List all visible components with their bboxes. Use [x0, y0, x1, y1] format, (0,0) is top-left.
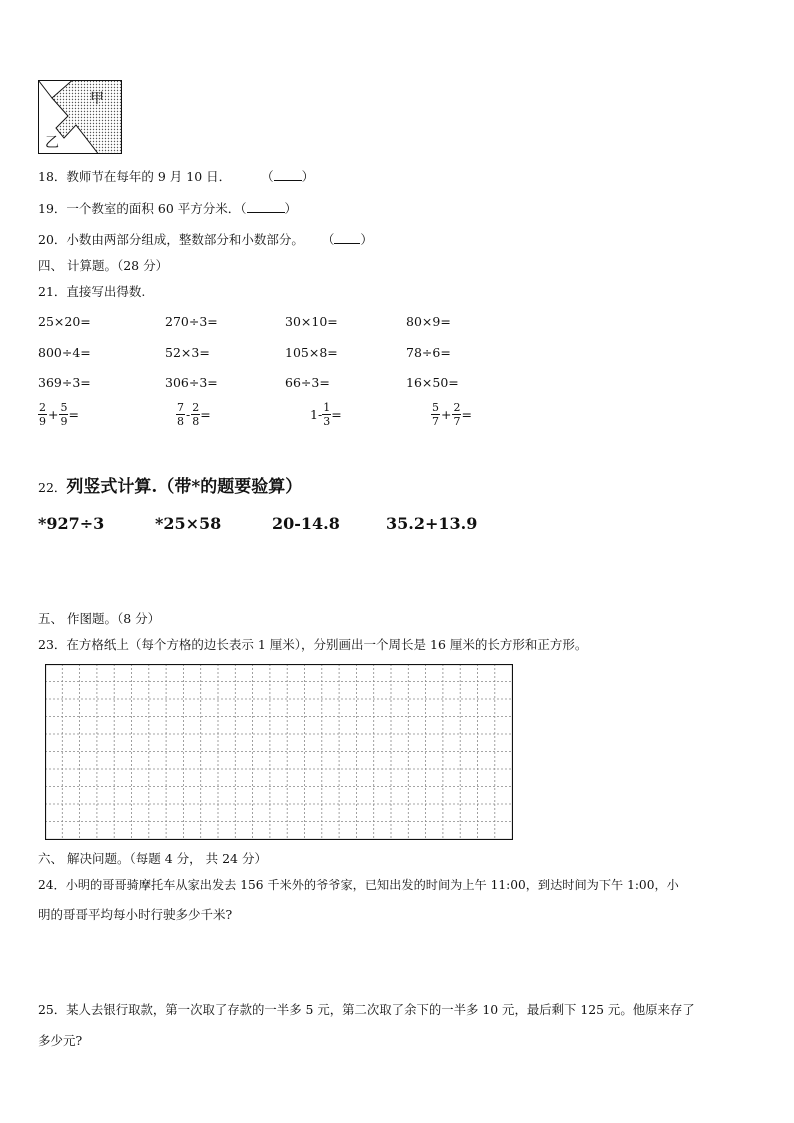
fraction-expr-3: 1- $\frac{1}{3}$ = — [310, 401, 342, 428]
figure-label-jia: 甲 — [90, 91, 104, 107]
grid-paper-svg — [45, 664, 513, 840]
calc-369d3: 369÷3= — [38, 375, 91, 390]
calc-52x3: 52×3= — [165, 345, 210, 360]
paren-close: ） — [301, 169, 315, 184]
fraction: $\frac{1}{3}$ — [323, 401, 331, 428]
paren-open: （ — [321, 232, 335, 247]
grid-paper[interactable] — [45, 664, 513, 840]
section-4-heading: 四、 计算题。（28 分） — [38, 258, 169, 273]
calc-306d3: 306÷3= — [165, 375, 218, 390]
question-21-title: 21．直接写出得数. — [38, 284, 146, 299]
question-25-line-2: 多少元? — [38, 1033, 83, 1048]
question-22-number: 22． — [38, 480, 67, 495]
paren-close: ） — [360, 232, 373, 247]
vertical-calc-1: *927÷3 — [38, 514, 105, 533]
fraction: $\frac{7}{8}$ — [177, 401, 184, 428]
calc-66d3: 66÷3= — [285, 375, 330, 390]
figure-jia-yi — [38, 80, 122, 154]
calc-105x8: 105×8= — [285, 345, 338, 360]
calc-25x20: 25×20= — [38, 314, 91, 329]
answer-blank[interactable] — [247, 200, 285, 213]
vertical-calc-3: 20-14.8 — [272, 514, 340, 533]
fraction: $\frac{2}{9}$ — [39, 401, 46, 428]
question-18-text: 18．教师节在每年的 9 月 10 日． — [38, 169, 232, 184]
fraction: $\frac{5}{7}$ — [432, 401, 439, 428]
question-24-line-2: 明的哥哥平均每小时行驶多少千米? — [38, 907, 233, 922]
question-19 — [38, 199, 297, 217]
question-25-line-1: 25．某人去银行取款，第一次取了存款的一半多 5 元，第二次取了余下的一半多 10 元，最后剩下 125 元。他原来存了 — [38, 1002, 695, 1017]
question-24-line-1: 24．小明的哥哥骑摩托车从家出发去 156 千米外的爷爷家，已知出发的时间为上午 11:00，到达时间为下午 1:00，小 — [38, 878, 679, 892]
question-22-text: 列竖式计算.（带*的题要验算） — [66, 477, 303, 497]
question-20-text: 20．小数由两部分组成，整数部分和小数部分。 — [38, 232, 304, 247]
fraction-expr-1: $\frac{2}{9}$ + $\frac{5}{9}$ = — [39, 401, 79, 428]
question-23: 23．在方格纸上（每个方格的边长表示 1 厘米），分别画出一个周长是 16 厘米的长方形和正方形。 — [38, 637, 588, 652]
section-6-heading: 六、 解决问题。（每题 4 分， 共 24 分） — [38, 851, 267, 866]
fraction-expr-2: $\frac{7}{8}$ - $\frac{2}{8}$ = — [177, 401, 211, 428]
section-5-heading: 五、 作图题。（8 分） — [38, 611, 161, 626]
figure-label-yi: 乙 — [45, 135, 59, 151]
vertical-calc-2: *25×58 — [155, 514, 222, 533]
calc-800d4: 800÷4= — [38, 345, 91, 360]
vertical-calc-4: 35.2+13.9 — [386, 514, 478, 533]
question-18 — [38, 167, 314, 185]
calc-16x50: 16×50= — [406, 375, 459, 390]
calc-80x9: 80×9= — [406, 314, 451, 329]
fraction: $\frac{2}{8}$ — [192, 401, 200, 428]
calc-30x10: 30×10= — [285, 314, 338, 329]
question-20 — [38, 230, 373, 248]
fraction: $\frac{2}{7}$ — [453, 401, 461, 428]
calc-270d3: 270÷3= — [165, 314, 218, 329]
question-22-title — [38, 472, 302, 497]
fraction: $\frac{5}{9}$ — [60, 401, 68, 428]
fraction-expr-4: $\frac{5}{7}$ + $\frac{2}{7}$ = — [432, 401, 472, 428]
calc-78d6: 78÷6= — [406, 345, 451, 360]
answer-blank[interactable] — [274, 168, 302, 181]
question-19-text: 19．一个教室的面积 60 平方分米． — [38, 201, 241, 216]
paren-open: （ — [240, 201, 247, 216]
paren-open: （ — [261, 169, 274, 184]
answer-blank[interactable] — [334, 231, 360, 244]
paren-close: ） — [284, 201, 298, 216]
